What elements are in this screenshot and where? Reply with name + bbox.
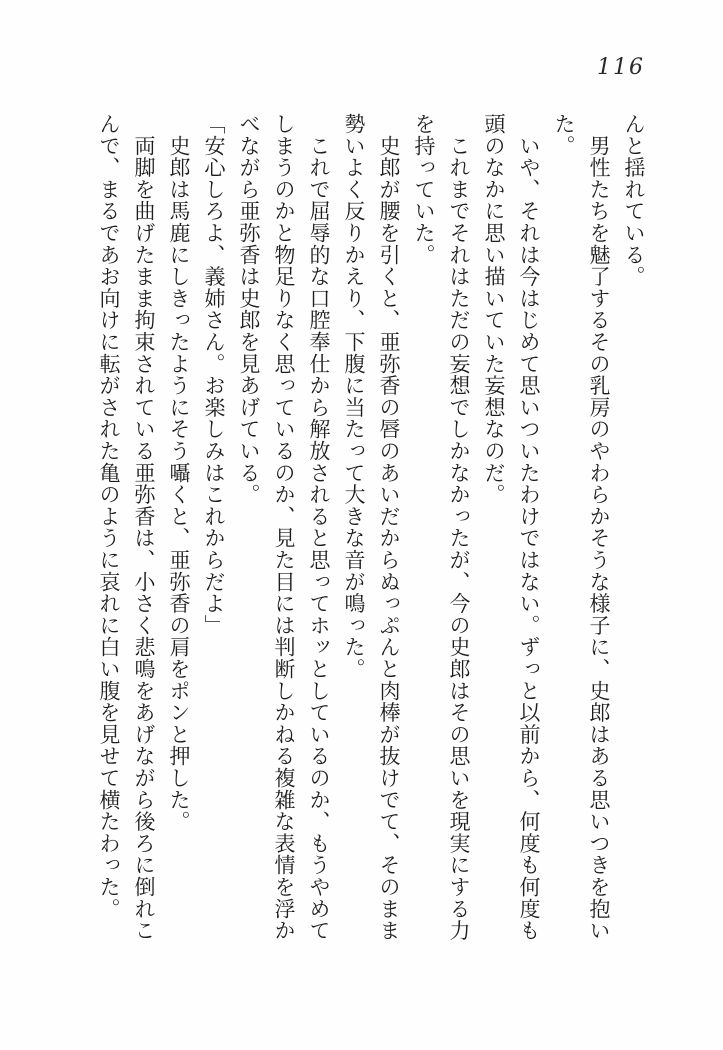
text-column: 「安心しろよ、義姉さん。お楽しみはこれからだよ」 [202,113,226,637]
text-column: 両脚を曲げたまま拘束されている亜弥香は、小さく悲鳴をあげながら後ろに倒れこ [132,113,156,942]
text-column: 頭のなかに思い描いていた妄想なのだ。 [482,113,506,506]
text-column: んと揺れている。 [622,113,646,288]
text-column: 男性たちを魅了するその乳房のやわらかそうな様子に、史郎はある思いつきを抱い [587,113,611,942]
text-column: これで屈辱的な口腔奉仕から解放されると思ってホッとしているのか、もうやめて [307,113,331,942]
text-column: 史郎が腰を引くと、亜弥香の唇のあいだからぬっぷんと肉棒が抜けでて、そのまま [377,113,401,942]
text-column: いや、それは今はじめて思いついたわけではない。ずっと以前から、何度も何度も [517,113,541,942]
text-column: を持っていた。 [412,113,436,266]
text-column: しまうのかと物足りなく思っているのか、見た目には判断しかねる複雑な表情を浮か [272,113,296,942]
text-column: べながら亜弥香は史郎を見あげている。 [237,113,261,506]
text-column: た。 [552,113,576,157]
vertical-text-block [91,113,651,943]
page-number: 116 [597,55,645,80]
text-column: んで、まるであお向けに転がされた亀のように哀れに白い腹を見せて横たわった。 [97,113,121,920]
text-column: 勢いよく反りかえり、下腹に当たって大きな音が鳴った。 [342,113,366,680]
text-column: 史郎は馬鹿にしきったようにそう囁くと、亜弥香の肩をポンと押した。 [167,113,191,833]
text-column: これまでそれはただの妄想でしかなかったが、今の史郎はその思いを現実にする力 [447,113,471,942]
